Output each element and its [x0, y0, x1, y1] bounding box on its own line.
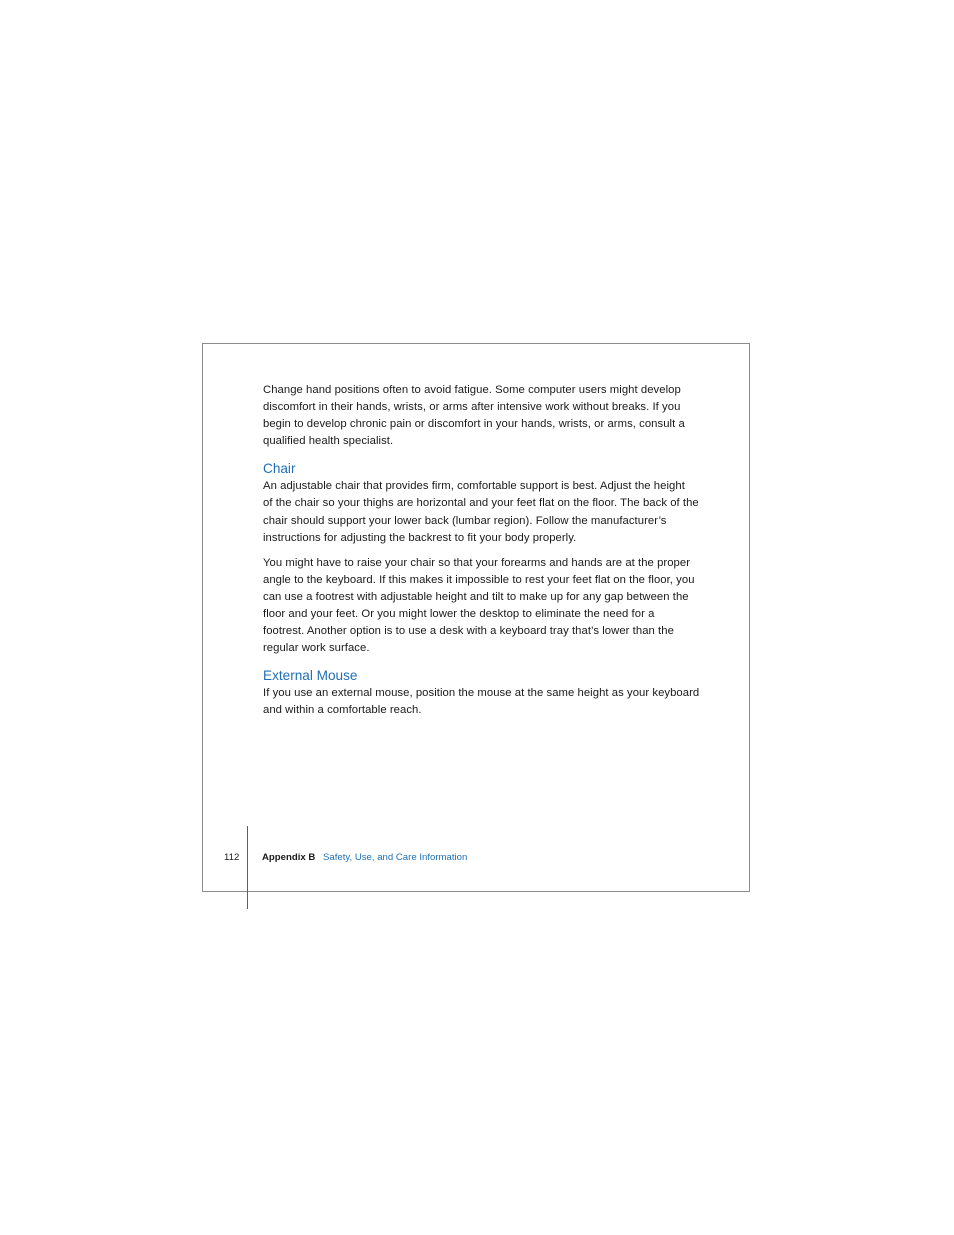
text-line: floor and your feet. Or you might lower the desktop to eliminate the need for a: [263, 608, 655, 621]
text-line: discomfort in their hands, wrists, or arms after intensive work without breaks. If you: [263, 401, 681, 414]
chair-paragraph-1: [263, 478, 708, 546]
text-line: can use a footrest with adjustable height and tilt to make up for any gap between the: [263, 590, 689, 603]
footer-chapter-title: Safety, Use, and Care Information: [323, 852, 468, 863]
text-line: angle to the keyboard. If this makes it impossible to rest your feet flat on the floor, you: [263, 573, 695, 586]
text-line: instructions for adjusting the backrest to fit your body properly.: [263, 531, 577, 544]
footer-appendix-label: Appendix B: [262, 852, 316, 863]
intro-paragraph: [263, 382, 708, 450]
text-line: Change hand positions often to avoid fatigue. Some computer users might develop: [263, 384, 681, 396]
text-line: qualified health specialist.: [263, 435, 394, 448]
text-line: You might have to raise your chair so that your forearms and hands are at the proper: [263, 556, 691, 569]
text-line: footrest. Another option is to use a desk with a keyboard tray that’s lower than the: [263, 625, 674, 638]
text-line: of the chair so your thighs are horizontal and your feet flat on the floor. The back of the: [263, 497, 699, 510]
chair-heading: Chair: [263, 461, 296, 477]
text-line: An adjustable chair that provides firm, comfortable support is best. Adjust the height: [263, 480, 685, 493]
text-line: chair should support your lower back (lumbar region). Follow the manufacturer’s: [263, 514, 667, 527]
text-line: begin to develop chronic pain or discomfort in your hands, wrists, or arms, consult a: [263, 418, 685, 431]
external-mouse-heading: External Mouse: [263, 668, 358, 684]
footer-divider: [247, 826, 248, 909]
text-line: regular work surface.: [263, 642, 370, 655]
page-content: [263, 382, 708, 728]
page-number: 112: [224, 852, 240, 863]
page-footer: [202, 851, 750, 867]
text-line: If you use an external mouse, position the mouse at the same height as your keyboard: [263, 687, 700, 700]
chair-paragraph-2: [263, 555, 708, 658]
text-line: and within a comfortable reach.: [263, 704, 422, 717]
external-mouse-paragraph: [263, 685, 708, 719]
